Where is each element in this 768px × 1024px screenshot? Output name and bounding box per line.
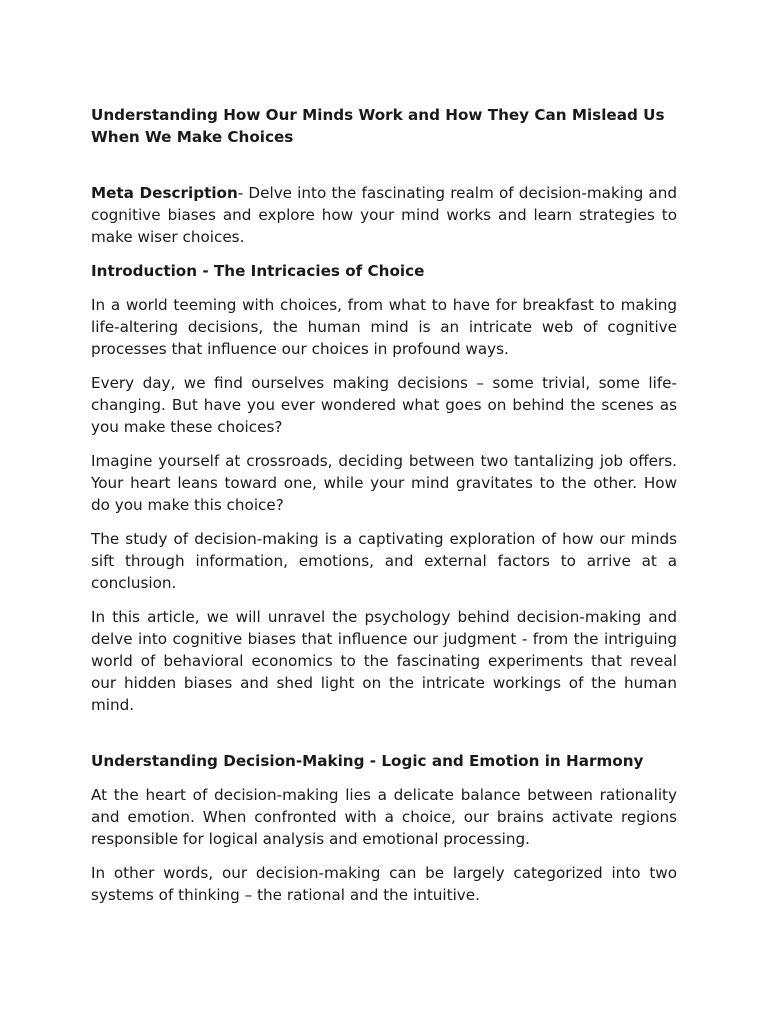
paragraph: In this article, we will unravel the psychology behind decision-making and delve into cognitive biases that influence our judgment - from the intriguing world of behavioral economics to the fascinating experiments that reveal our hidden biases and shed light on the intricate workings of the human mind.: [91, 608, 677, 714]
paragraph: Imagine yourself at crossroads, deciding between two tantalizing job offers. Your heart leans toward one, while your mind gravitates to the other. How do you make this choice?: [91, 452, 677, 514]
paragraph: In a world teeming with choices, from what to have for breakfast to making life-altering decisions, the human mind is an intricate web of cognitive processes that influence our choices in profound ways.: [91, 296, 677, 358]
document-page: [91, 104, 677, 918]
paragraph: The study of decision-making is a captivating exploration of how our minds sift through information, emotions, and external factors to arrive at a conclusion.: [91, 530, 677, 592]
paragraph: In other words, our decision-making can be largely categorized into two systems of thinking – the rational and the intuitive.: [91, 864, 677, 904]
section-heading-introduction: Introduction - The Intricacies of Choice: [91, 262, 425, 280]
document-title: Understanding How Our Minds Work and How They Can Mislead Us When We Make Choices: [91, 106, 665, 146]
section-heading-decision-making: Understanding Decision-Making - Logic and Emotion in Harmony: [91, 752, 644, 770]
paragraph: Every day, we find ourselves making decisions – some trivial, some life-changing. But have you ever wondered what goes on behind the scenes as you make these choices?: [91, 374, 677, 436]
paragraph: At the heart of decision-making lies a delicate balance between rationality and emotion. When confronted with a choice, our brains activate regions responsible for logical analysis and emotional processing.: [91, 786, 677, 848]
meta-description-text: - Delve into the fascinating realm of decision-making and cognitive biases and explore how your mind works and learn strategies to make wiser choices.: [91, 184, 677, 246]
meta-description-label: Meta Description: [91, 184, 238, 202]
meta-description: [91, 182, 677, 248]
